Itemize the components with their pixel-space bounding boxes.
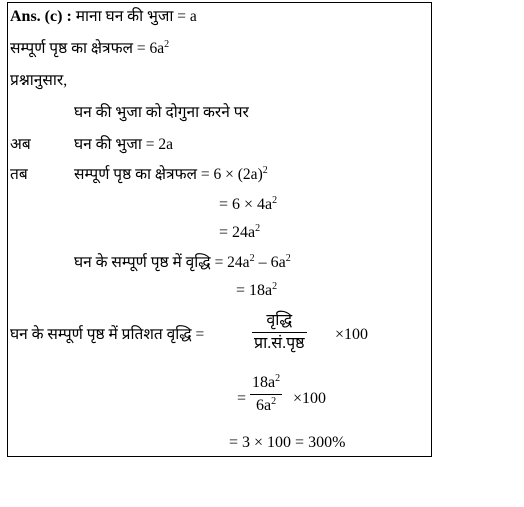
superscript: 2 [285, 253, 291, 264]
fraction-values [250, 374, 282, 415]
superscript: 2 [272, 195, 278, 206]
answer-label: Ans. (c) : [10, 8, 72, 25]
step1-line [219, 196, 277, 214]
answer-intro: माना घन की भुजा = a [75, 8, 197, 25]
superscript: 2 [262, 165, 268, 176]
fraction-denominator: प्रा.सं.पृष्ठ [254, 335, 305, 352]
eq-sign: = [237, 390, 247, 407]
percent-label-line [10, 326, 204, 344]
tab-label-text: तब [10, 166, 28, 183]
increase-result-line [236, 282, 277, 300]
fraction-numerator: वृद्धि [266, 312, 293, 329]
tab-line [74, 166, 268, 184]
increase-text-b: – 6a [254, 254, 286, 271]
fraction2-denominator-text: 6a [256, 397, 272, 414]
answer-line [10, 8, 197, 26]
times100-b [293, 390, 326, 408]
superscript: 2 [255, 223, 261, 234]
superscript: 2 [249, 253, 255, 264]
surface-area-text: सम्पूर्ण पृष्ठ का क्षेत्रफल = 6a [10, 40, 165, 57]
eq-sign-line [237, 390, 246, 408]
fraction2-bar [250, 394, 282, 395]
fraction2-denominator [250, 397, 282, 415]
ab-label [10, 136, 31, 154]
times100-b-text: ×100 [293, 390, 327, 407]
ab-line [74, 136, 173, 154]
final-text: = 3 × 100 = 300% [229, 434, 346, 451]
ab-text: घन की भुजा = 2a [74, 136, 173, 153]
step1-text: = 6 × 4a [219, 196, 273, 213]
tab-label [10, 166, 28, 184]
superscript: 2 [275, 373, 281, 384]
fraction-bar [252, 332, 307, 333]
fraction-increase [252, 312, 307, 353]
condition-text: घन की भुजा को दोगुना करने पर [74, 104, 249, 121]
increase-line [74, 254, 291, 272]
fraction2-numerator-text: 18a [252, 374, 276, 391]
tab-text: सम्पूर्ण पृष्ठ का क्षेत्रफल = 6 × (2a) [74, 166, 263, 183]
superscript: 2 [271, 396, 277, 407]
percent-label-text: घन के सम्पूर्ण पृष्ठ में प्रतिशत वृद्धि = [10, 326, 205, 343]
condition-line [74, 104, 249, 122]
times100-a [335, 326, 368, 344]
step2-text: = 24a [219, 224, 256, 241]
fraction2-numerator [250, 374, 282, 392]
increase-result-text: = 18a [236, 282, 273, 299]
prashna-text: प्रश्नानुसार, [10, 72, 68, 89]
superscript: 2 [164, 39, 170, 50]
times100-a-text: ×100 [335, 326, 369, 343]
step2-line [219, 224, 260, 242]
final-line [229, 434, 345, 452]
surface-area-line [10, 40, 169, 58]
increase-text-a: घन के सम्पूर्ण पृष्ठ में वृद्धि = 24a [74, 254, 250, 271]
prashna-line [10, 72, 67, 90]
ab-label-text: अब [10, 136, 31, 153]
superscript: 2 [272, 281, 278, 292]
